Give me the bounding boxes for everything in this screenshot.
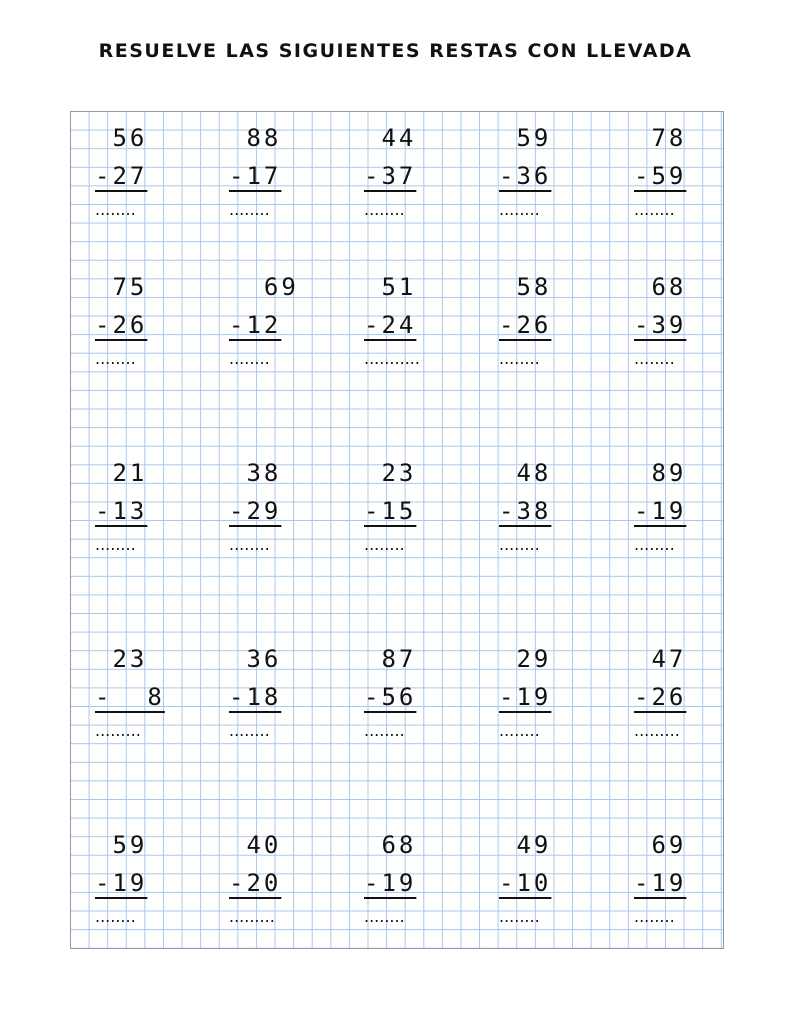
subtrahend: -36 (499, 162, 552, 190)
subtrahend: -26 (95, 311, 148, 339)
answer-blank[interactable]: ........ (634, 535, 675, 554)
subtraction-problem (364, 644, 474, 744)
minuend: 48 (499, 459, 552, 487)
answer-blank[interactable]: ........ (229, 535, 270, 554)
subtrahend: -19 (364, 869, 417, 897)
subtrahend: -38 (499, 497, 552, 525)
subtrahend: - 8 (95, 683, 165, 711)
subtrahend: -29 (229, 497, 282, 525)
subtraction-problem (229, 644, 339, 744)
subtrahend: -19 (634, 497, 687, 525)
subtrahend: -20 (229, 869, 282, 897)
subtrahend: -19 (499, 683, 552, 711)
subtraction-problem (634, 644, 744, 744)
answer-blank[interactable]: ........ (364, 200, 405, 219)
minuend: 49 (499, 831, 552, 859)
subtraction-problem (634, 830, 744, 930)
answer-blank[interactable]: ........ (95, 535, 136, 554)
subtrahend: -12 (229, 311, 282, 339)
minuend: 68 (634, 273, 687, 301)
minuend: 87 (364, 645, 417, 673)
minuend: 59 (499, 124, 552, 152)
answer-blank[interactable]: ........ (95, 349, 136, 368)
subtrahend: -24 (364, 311, 417, 339)
subtraction-problem (229, 830, 339, 930)
subtraction-problem (95, 272, 205, 372)
minuend: 75 (95, 273, 148, 301)
subtrahend: -10 (499, 869, 552, 897)
subtrahend: -37 (364, 162, 417, 190)
answer-blank[interactable]: ........ (634, 907, 675, 926)
minuend: 44 (364, 124, 417, 152)
minuend: 23 (95, 645, 148, 673)
minuend: 69 (229, 273, 299, 301)
subtraction-problem (499, 644, 609, 744)
subtrahend: -59 (634, 162, 687, 190)
minuend: 51 (364, 273, 417, 301)
minuend: 21 (95, 459, 148, 487)
subtraction-problem (634, 123, 744, 223)
subtraction-problem (229, 123, 339, 223)
answer-blank[interactable]: ........ (499, 349, 540, 368)
answer-blank[interactable]: ........ (229, 200, 270, 219)
answer-blank[interactable]: ........ (634, 349, 675, 368)
answer-blank[interactable]: ........ (634, 200, 675, 219)
subtrahend: -27 (95, 162, 148, 190)
subtrahend: -18 (229, 683, 282, 711)
subtraction-problem (499, 830, 609, 930)
subtraction-problem (634, 272, 744, 372)
minuend: 58 (499, 273, 552, 301)
answer-blank[interactable]: ......... (634, 721, 680, 740)
answer-blank[interactable]: ........ (229, 721, 270, 740)
subtraction-problem (364, 458, 474, 558)
minuend: 36 (229, 645, 282, 673)
subtrahend: -56 (364, 683, 417, 711)
minuend: 68 (364, 831, 417, 859)
minuend: 56 (95, 124, 148, 152)
subtrahend: -26 (634, 683, 687, 711)
subtraction-problem (95, 458, 205, 558)
minuend: 29 (499, 645, 552, 673)
minuend: 88 (229, 124, 282, 152)
answer-blank[interactable]: ........ (95, 200, 136, 219)
subtraction-problem (499, 123, 609, 223)
subtraction-problem (364, 830, 474, 930)
answer-blank[interactable]: ........ (229, 349, 270, 368)
answer-blank[interactable]: ........ (95, 907, 136, 926)
subtrahend: -13 (95, 497, 148, 525)
subtraction-problem (364, 272, 474, 372)
subtrahend: -15 (364, 497, 417, 525)
subtrahend: -39 (634, 311, 687, 339)
minuend: 38 (229, 459, 282, 487)
minuend: 23 (364, 459, 417, 487)
answer-blank[interactable]: ......... (229, 907, 275, 926)
subtraction-problem (229, 458, 339, 558)
minuend: 78 (634, 124, 687, 152)
subtraction-problem (364, 123, 474, 223)
subtraction-problem (95, 644, 205, 744)
answer-blank[interactable]: ......... (95, 721, 141, 740)
worksheet-title: RESUELVE LAS SIGUIENTES RESTAS CON LLEVADA (98, 40, 693, 62)
subtraction-problem (634, 458, 744, 558)
subtrahend: -19 (634, 869, 687, 897)
answer-blank[interactable]: ........ (499, 535, 540, 554)
subtraction-problem (499, 272, 609, 372)
minuend: 40 (229, 831, 282, 859)
minuend: 47 (634, 645, 687, 673)
subtraction-problem (95, 123, 205, 223)
subtraction-problem (499, 458, 609, 558)
answer-blank[interactable]: ........... (364, 349, 420, 368)
answer-blank[interactable]: ........ (364, 907, 405, 926)
minuend: 89 (634, 459, 687, 487)
subtrahend: -17 (229, 162, 282, 190)
answer-blank[interactable]: ........ (364, 721, 405, 740)
subtrahend: -19 (95, 869, 148, 897)
answer-blank[interactable]: ........ (499, 200, 540, 219)
subtraction-problem (229, 272, 339, 372)
answer-blank[interactable]: ........ (499, 907, 540, 926)
subtraction-problem (95, 830, 205, 930)
answer-blank[interactable]: ........ (499, 721, 540, 740)
subtrahend: -26 (499, 311, 552, 339)
minuend: 59 (95, 831, 148, 859)
answer-blank[interactable]: ........ (364, 535, 405, 554)
minuend: 69 (634, 831, 687, 859)
